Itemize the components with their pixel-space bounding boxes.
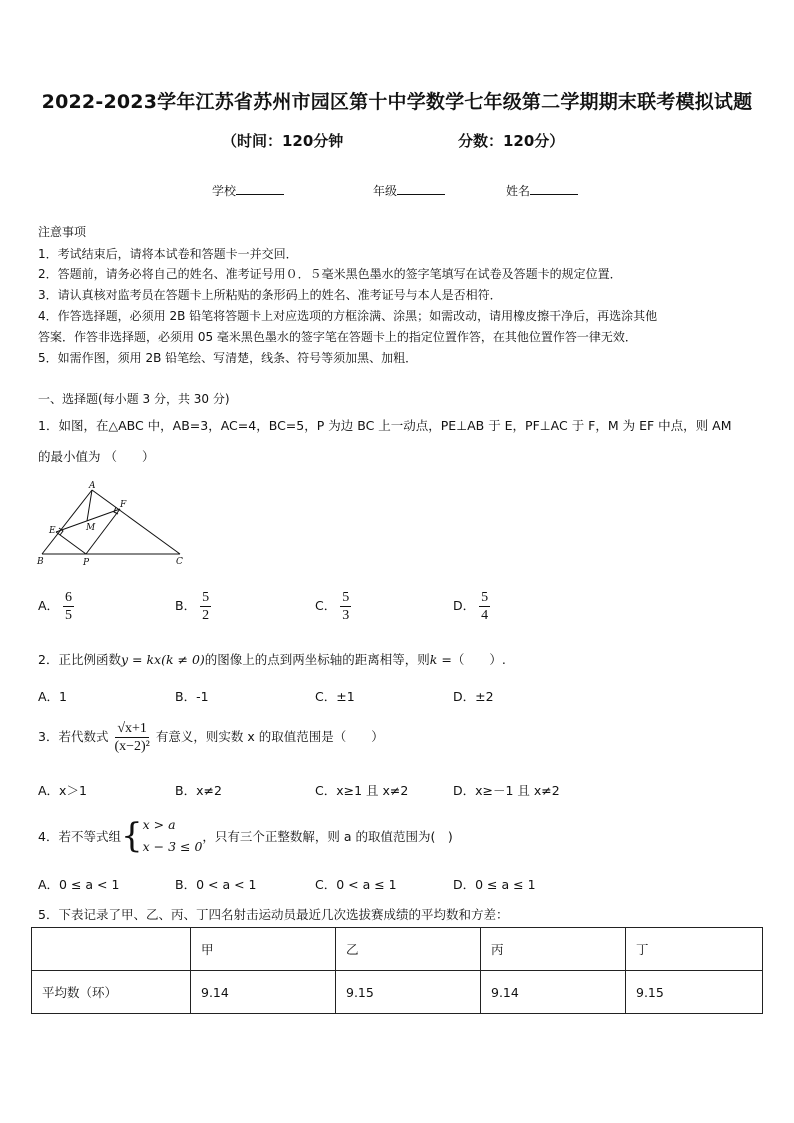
notice-item: 答案．作答非选择题，必须用 05 毫米黑色墨水的签字笔在答题卡上的指定位置作答，在其他位置作答一律无效． (38, 330, 637, 344)
q4-option-c[interactable]: C．0 < a ≤ 1 (315, 877, 397, 892)
q5-stem: 5．下表记录了甲、乙、丙、丁四名射击运动员最近几次选拔赛成绩的平均数和方差： (38, 907, 509, 922)
table-header-cell: 甲 (191, 928, 336, 971)
notice-item: 2．答题前，请务必将自己的姓名、准考证号用０．５毫米黑色墨水的签字笔填写在试卷及答题卡的规定位置． (38, 267, 622, 281)
option-fraction: $\frac{5}{4}$ (481, 590, 489, 623)
q3-option-c[interactable]: C．x≥1 且 x≠2 (315, 783, 409, 798)
grade-field[interactable] (373, 182, 445, 199)
school-label: 学校 (212, 184, 237, 198)
q5-score-table (31, 927, 763, 1014)
option-letter: C． (315, 598, 337, 613)
option-fraction: $\frac{5}{3}$ (342, 590, 350, 623)
table-cell: 9.14 (481, 971, 626, 1014)
q3-suffix: 有意义，则实数 x 的取值范围是（ ） (155, 729, 384, 744)
option-letter: A． (38, 598, 60, 613)
q4-prefix: 4．若不等式组 (38, 829, 121, 844)
q2-middle: 的图像上的点到两坐标轴的距离相等，则 (204, 652, 430, 667)
label-m: M (86, 523, 96, 533)
school-blank[interactable] (236, 182, 284, 195)
q3-stem (38, 720, 384, 755)
q1-stem-line1: 1．如图，在△ABC 中，AB=3，AC=4，BC=5，P 为边 BC 上一动点，PE⊥AB 于 E，PF⊥AC 于 F，M 为 EF 中点，则 AM (38, 418, 732, 433)
q2-option-c[interactable]: C．±1 (315, 689, 355, 704)
grade-blank[interactable] (397, 182, 445, 195)
school-field[interactable] (212, 182, 284, 199)
q2-option-d[interactable]: D．±2 (453, 689, 494, 704)
q4-option-d[interactable]: D．0 ≤ a ≤ 1 (453, 877, 536, 892)
q1-option-a[interactable] (38, 589, 74, 624)
q1-option-c[interactable] (315, 589, 351, 624)
notice-heading: 注意事项 (38, 225, 87, 239)
q2-option-b[interactable]: B．-1 (175, 689, 209, 704)
table-header-cell: 乙 (336, 928, 481, 971)
q3-option-d[interactable]: D．x≥－1 且 x≠2 (453, 783, 560, 798)
left-brace-icon: { (120, 816, 143, 856)
segment-ac (92, 490, 180, 554)
table-header-cell: 丁 (626, 928, 763, 971)
table-cell: 平均数（环） (32, 971, 191, 1014)
q4-inequality-2: x − 3 ≤ 0 (142, 839, 203, 854)
table-header-cell (32, 928, 191, 971)
label-f: F (120, 500, 127, 510)
option-letter: B． (175, 598, 197, 613)
label-e: E (49, 526, 56, 536)
label-c: C (176, 557, 183, 567)
name-label: 姓名 (506, 184, 531, 198)
q4-stem (38, 814, 453, 858)
q3-option-b[interactable]: B．x≠2 (175, 783, 222, 798)
table-cell: 9.15 (626, 971, 763, 1014)
notice-item: 5．如需作图，须用 2B 铅笔绘、写清楚，线条、符号等须加黑、加粗． (38, 351, 418, 365)
notice-item: 4．作答选择题，必须用 2B 铅笔将答题卡上对应选项的方框涂满、涂黑；如需改动，请用橡皮擦干净后，再选涂其他 (38, 309, 658, 323)
q1-option-d[interactable] (453, 589, 490, 624)
q4-system (143, 814, 203, 858)
exam-score: 分数：120分） (458, 132, 565, 150)
section-heading: 一、选择题(每小题 3 分，共 30 分) (38, 392, 230, 406)
q3-fraction: $\frac{√x+1}{\text{(x−2)²}}$ (114, 721, 150, 754)
exam-time: （时间：120分钟 (222, 132, 344, 150)
option-letter: D． (453, 598, 476, 613)
grade-label: 年级 (373, 184, 398, 198)
option-fraction: $\frac{6}{5}$ (65, 590, 73, 623)
notice-item: 3．请认真核对监考员在答题卡上所粘贴的条形码上的姓名、准考证号与本人是否相符． (38, 288, 502, 302)
q3-prefix: 3．若代数式 (38, 729, 109, 744)
q4-inequality-1: x > a (142, 817, 176, 832)
name-blank[interactable] (530, 182, 578, 195)
notice-item: 1．考试结束后，请将本试卷和答题卡一并交回． (38, 247, 298, 261)
q2-option-a[interactable]: A．1 (38, 689, 68, 704)
q3-option-a[interactable]: A．x＞1 (38, 783, 87, 798)
q1-option-b[interactable] (175, 589, 211, 624)
q1-triangle-figure (34, 478, 194, 568)
q4-option-a[interactable]: A．0 ≤ a < 1 (38, 877, 120, 892)
name-field[interactable] (506, 182, 578, 199)
q2-k-expr: k = (429, 652, 452, 667)
table-cell: 9.14 (191, 971, 336, 1014)
q1-stem-line2: 的最小值为 （ ） (38, 449, 155, 464)
q2-formula: y = kx(k ≠ 0) (120, 652, 205, 667)
q4-suffix: ，只有三个正整数解，则 a 的取值范围为( ) (202, 829, 453, 844)
label-p: P (83, 558, 90, 568)
option-fraction: $\frac{5}{2}$ (202, 590, 210, 623)
page-title: 2022-2023学年江苏省苏州市园区第十中学数学七年级第二学期期末联考模拟试题 (41, 91, 753, 113)
segment-pe (56, 532, 86, 554)
table-cell: 9.15 (336, 971, 481, 1014)
table-row (32, 971, 763, 1014)
q2-prefix: 2．正比例函数 (38, 652, 121, 667)
label-a: A (89, 481, 96, 491)
q2-stem (38, 650, 506, 668)
table-header-row (32, 928, 763, 971)
q2-suffix: （ ）. (451, 652, 506, 667)
table-header-cell: 丙 (481, 928, 626, 971)
q4-option-b[interactable]: B．0 < a < 1 (175, 877, 257, 892)
label-b: B (37, 557, 44, 567)
